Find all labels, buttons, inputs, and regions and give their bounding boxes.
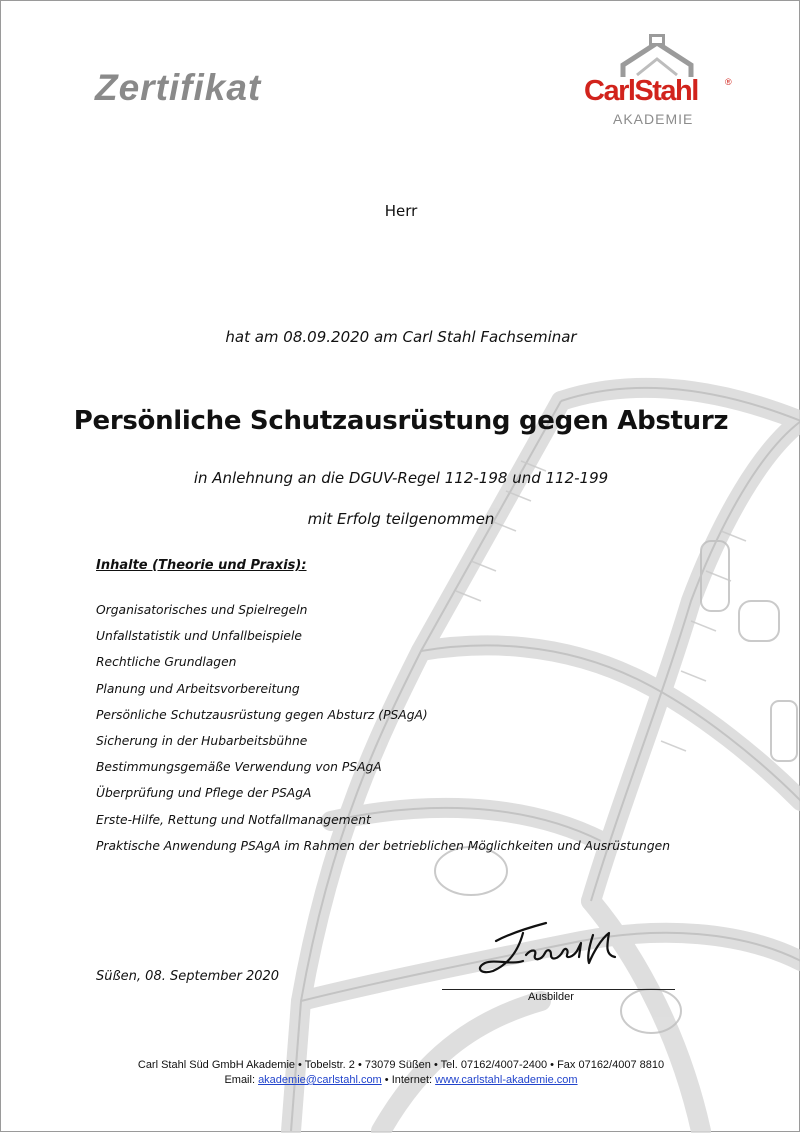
logo-subtitle: AKADEMIE [613, 111, 694, 127]
place-date: Süßen, 08. September 2020 [96, 969, 280, 984]
list-item: Rechtliche Grundlagen [96, 655, 237, 670]
logo-brand: CarlStahl [584, 75, 698, 107]
list-item: Sicherung in der Hubarbeitsbühne [96, 733, 308, 748]
result-text: mit Erfolg teilgenommen [307, 510, 495, 528]
email-label: Email: [224, 1074, 255, 1086]
footer-contact [1, 1073, 800, 1088]
intro-text: hat am 08.09.2020 am Carl Stahl Fachseminar [225, 328, 577, 346]
website-link[interactable]: www.carlstahl-akademie.com [435, 1074, 578, 1086]
carl-stahl-logo [579, 31, 739, 131]
list-item: Bestimmungsgemäße Verwendung von PSAgA [96, 760, 382, 775]
contents-list [96, 601, 670, 863]
salutation: Herr [384, 202, 418, 220]
list-item: Persönliche Schutzausrüstung gegen Absturz (PSAgA) [96, 707, 428, 722]
signature-label: Ausbilder [528, 991, 574, 1003]
contents-heading: Inhalte (Theorie und Praxis): [96, 558, 307, 573]
email-link[interactable]: akademie@carlstahl.com [258, 1074, 382, 1086]
footer-address: Carl Stahl Süd GmbH Akademie • Tobelstr. 2 • 73079 Süßen • Tel. 07162/4007-2400 • Fax 07162/4007 8810 [137, 1059, 665, 1071]
footer [1, 1058, 800, 1088]
registered-mark: ® [725, 77, 732, 87]
signature-line [442, 989, 675, 990]
list-item: Unfallstatistik und Unfallbeispiele [96, 629, 302, 644]
list-item: Praktische Anwendung PSAgA im Rahmen der betrieblichen Möglichkeiten und Ausrüstungen [96, 838, 671, 853]
list-item: Überprüfung und Pflege der PSAgA [96, 786, 312, 801]
internet-label: • Internet: [384, 1074, 433, 1086]
list-item: Erste-Hilfe, Rettung und Notfallmanagement [96, 812, 371, 827]
signature [471, 913, 631, 983]
course-title: Persönliche Schutzausrüstung gegen Absturz [73, 406, 729, 436]
house-roof-icon [579, 31, 739, 81]
rule-reference: in Anlehnung an die DGUV-Regel 112-198 und 112-199 [193, 469, 609, 487]
list-item: Organisatorisches und Spielregeln [96, 603, 308, 617]
list-item: Planung und Arbeitsvorbereitung [96, 681, 300, 696]
certificate-title: Zertifikat [95, 67, 262, 108]
